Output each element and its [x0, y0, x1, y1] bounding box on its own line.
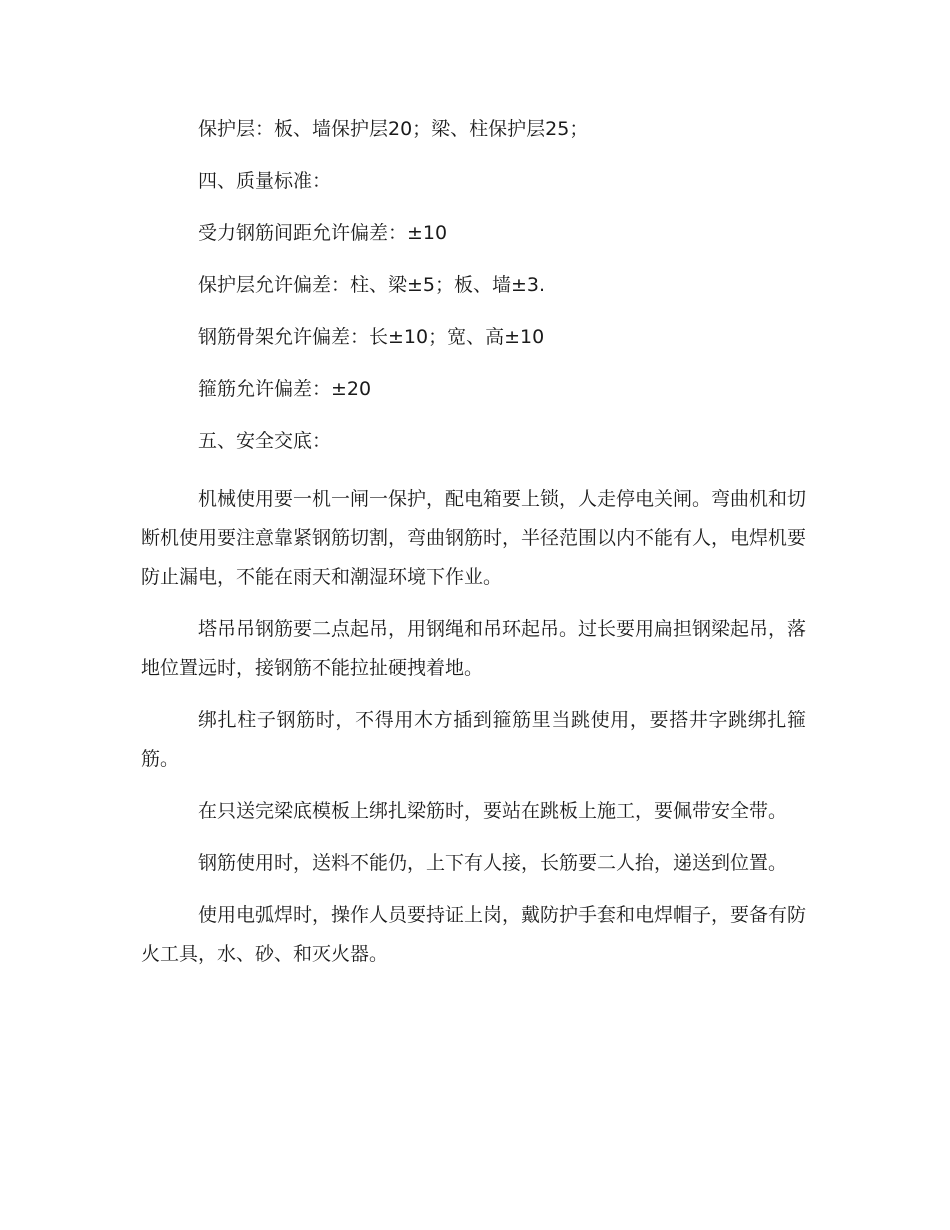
section-heading-safety: 五、安全交底： [198, 430, 332, 452]
document-page [141, 103, 806, 974]
safety-paragraph-arc-welding: 使用电弧焊时，操作人员要持证上岗，戴防护手套和电焊帽子，要备有防火工具，水、砂、和灭火器。 [141, 904, 807, 965]
spacer [141, 779, 806, 792]
safety-paragraph-machinery: 机械使用要一机一闸一保护，配电箱要上锁，人走停电关闸。弯曲机和切断机使用要注意靠紧钢筋切割，弯曲钢筋时，半径范围以内不能有人，电焊机要防止漏电，不能在雨天和潮湿环境下作业。 [141, 488, 807, 588]
safety-paragraph-beam-tying: 在只送完梁底模板上绑扎梁筋时，要站在跳板上施工，要佩带安全带。 [198, 800, 788, 822]
spacer [141, 688, 806, 701]
tolerance-stirrup: 箍筋允许偏差：±20 [198, 378, 372, 400]
tolerance-rebar-cage: 钢筋骨架允许偏差：长±10；宽、高±10 [198, 326, 545, 348]
safety-paragraph-column-tying: 绑扎柱子钢筋时，不得用木方插到箍筋里当跳使用，要搭井字跳绑扎箍筋。 [141, 709, 806, 770]
spacer [141, 467, 806, 480]
tolerance-rebar-spacing: 受力钢筋间距允许偏差：±10 [198, 222, 448, 244]
safety-paragraph-crane: 塔吊吊钢筋要二点起吊，用钢绳和吊环起吊。过长要用扁担钢梁起吊，落地位置远时，接钢筋不能拉扯硬拽着地。 [141, 618, 807, 679]
safety-paragraph-material-handling: 钢筋使用时，送料不能仍，上下有人接，长筋要二人抬，递送到位置。 [198, 852, 788, 874]
spacer [141, 597, 806, 610]
section-heading-quality: 四、质量标准： [198, 170, 332, 192]
cover-layer-spec: 保护层：板、墙保护层20；梁、柱保护层25； [198, 118, 589, 140]
spacer [141, 883, 806, 896]
spacer [141, 831, 806, 844]
tolerance-cover-layer: 保护层允许偏差：柱、梁±5；板、墙±3. [198, 274, 546, 296]
